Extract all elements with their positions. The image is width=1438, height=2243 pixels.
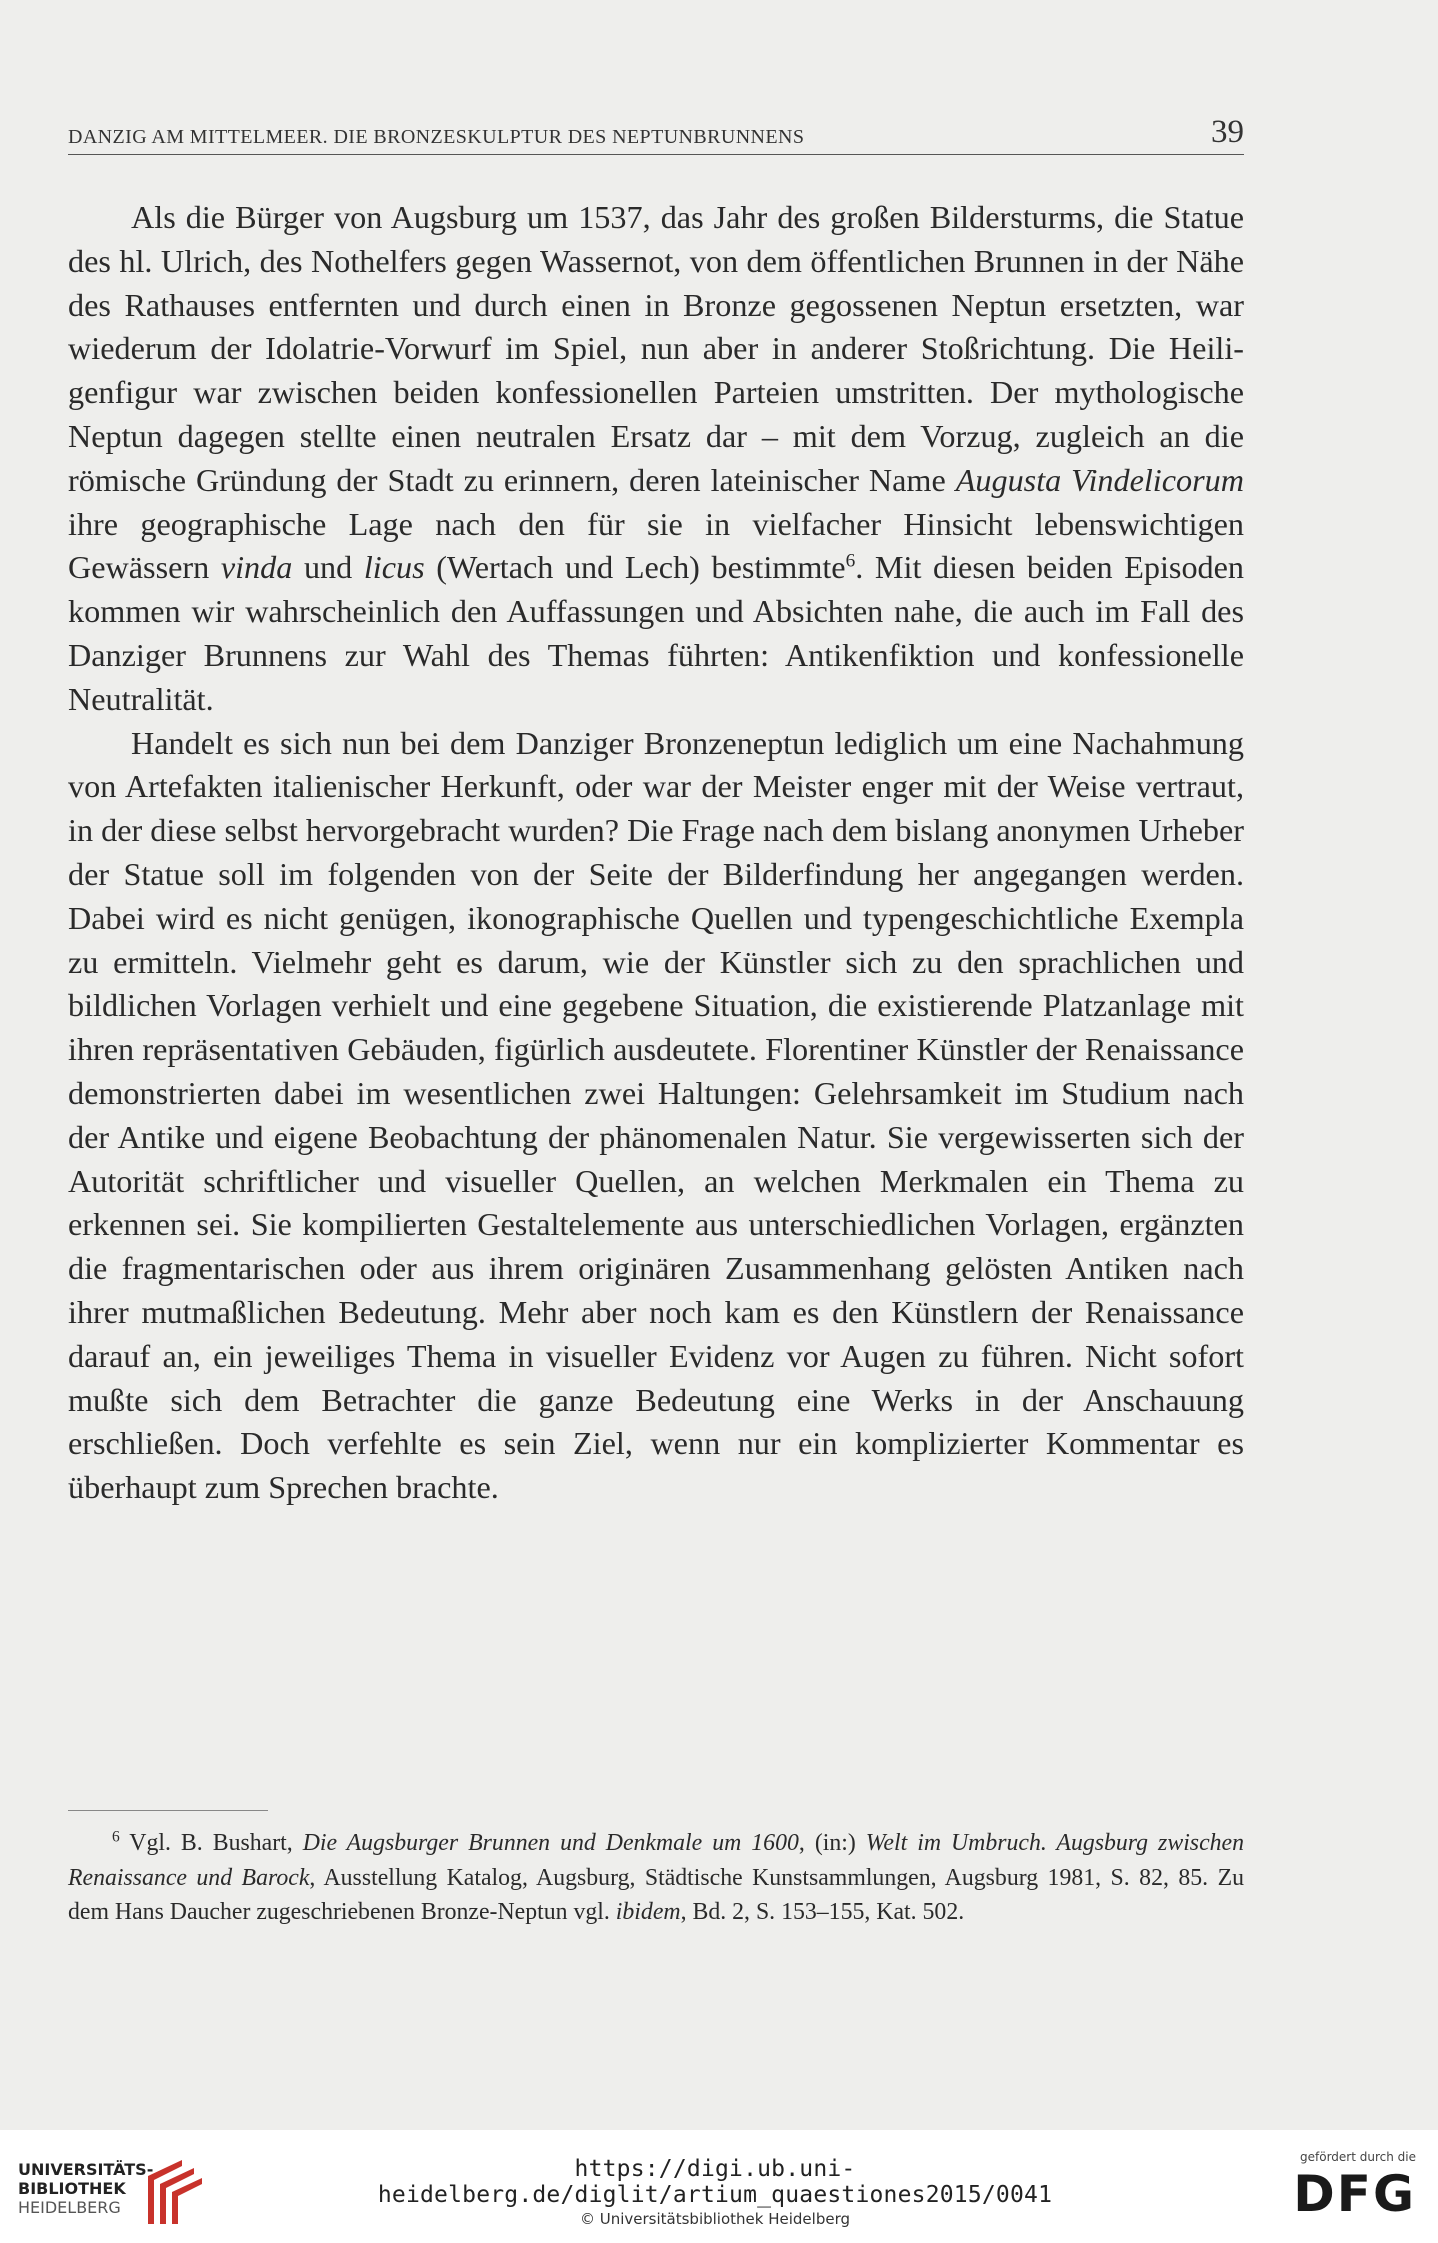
library-name-line: BIBLIOTHEK [18,2179,126,2198]
text-run: ihre geographische Lage nach den für sie in vielfacher Hinsicht lebenswichtigen Gewässern [68,505,1244,586]
running-header [68,114,1244,155]
italic-run: Welt im Umbruch. Augsburg zwischen Renaissance und Barock [68,1830,1244,1891]
text-run: , Ausstellung Katalog, Augsburg, Städtische Kunstsammlungen, Augsburg 1981, S. 82, 85. Zu dem Hans Daucher zugeschriebenen Bronze-Neptun vgl. [68,1864,1245,1926]
text-run: . Mit diesen beiden Episoden kommen wir wahrscheinlich den Auffassungen und Absichten nahe, die auch im Fall des Danziger Brunnens zur Wahl des Themas führten: Antikenfiktion und konfessionelle Neutralität. [68,549,1245,717]
footnote-reference[interactable]: 6 [845,550,856,572]
source-url-link[interactable]: https://digi.ub.uni-heidelberg.de/diglit/artium_quaestiones2015/0041 [377,2156,1053,2208]
italic-run: Augusta Vindelicorum [955,461,1244,498]
text-run: (Wertach und Lech) bestimmte [424,549,846,586]
italic-run: Die Augsburger Brunnen und Denkmale um 1600 [302,1830,799,1856]
library-emblem-icon [142,2154,206,2228]
digitization-footer [0,2130,1438,2243]
text-run: Als die Bürger von Augsburg um 1537, das Jahr des großen Bildersturms, die Statue des hl. Ulrich, des Nothelfers gegen Wassernot, von dem öffentlichen Brunnen in der Nähe des Rathauses entfernten und durch einen in Bronze gegossenen Neptun ersetzten, war wiederum der Idolatrie-Vorwurf im Spiel, nun aber in anderer Stoßrichtung. Die Heiligenfigur war zwischen beiden konfessionellen Parteien umstritten. Der mythologische Neptun dagegen stellte einen neutralen Ersatz dar – mit dem Vorzug, zugleich an die römische Gründung der Stadt zu erinnern, deren lateinischer Name [68,199,1244,498]
italic-run: licus [363,549,425,586]
dfg-funding-badge[interactable] [1286,2150,1416,2230]
library-name-line: HEIDELBERG [18,2198,121,2217]
text-run: , (in:) [798,1830,866,1856]
running-title: DANZIG AM MITTELMEER. DIE BRONZESKULPTUR DES NEPTUNBRUNNENS [68,126,805,148]
text-run: und [292,549,364,586]
library-name-line: UNIVERSITÄTS- [18,2160,154,2179]
funded-by-label: gefördert durch die [1300,2150,1416,2164]
library-name [18,2160,153,2217]
paragraph-2: Handelt es sich nun bei dem Danziger Bronzeneptun lediglich um eine Nachahmung von Artefakten italienischer Herkunft, oder war der Meister enger mit der Weise vertraut, in der diese selbst hervorgebracht wurden? Die Frage nach dem bislang anonymen Urheber der Statue soll im folgenden von der Seite der Bilderfindung her angegangen werden. Dabei wird es nicht genügen, ikonographische Quellen und typengeschichtliche Exempla zu ermitteln. Vielmehr geht es darum, wie der Künstler sich zu den sprachlichen und bildlichen Vorlagen verhielt und eine gegebene Situation, die existierende Platzanlage mit ihren repräsentativen Gebäuden, figürlich ausdeutete. Florentiner Künstler der Renaissance demonstrierten dabei im wesentlichen zwei Haltungen: Gelehrsamkeit im Studium nach der Antike und eigene Beobachtung der phänomenalen Natur. Sie vergewisserten sich der Autorität schriftlicher und visueller Quellen, an welchen Merkmalen ein Thema zu erkennen sei. Sie kompilierten Gestaltelemente aus unterschiedlichen Vorlagen, ergänzten die fragmentarischen oder aus ihrem originären Zusammenhang gelösten Antiken nach ihrer mutmaßlichen Bedeutung. Mehr aber noch kam es den Künstlern der Renaissance darauf an, ein jeweiliges Thema in visueller Evidenz vor Augen zu führen. Nicht sofort mußte sich dem Betrachter die ganze Bedeutung eine Werks in der Anschauung erschließen. Doch verfehlte es sein Ziel, wenn nur ein komplizierter Kommentar es überhaupt zum Sprechen brachte. [68,724,1244,1506]
copyright-notice: © Universitätsbibliothek Heidelberg [579,2210,850,2228]
library-logo[interactable] [18,2160,218,2230]
footnotes [68,1826,1244,1930]
page-number: 39 [1211,114,1244,150]
dfg-logo: DFG [1293,2165,1416,2223]
italic-run: ibidem [615,1899,681,1926]
text-run: , Bd. 2, S. 153–155, Kat. 502. [680,1899,965,1926]
paragraph-1 [68,196,1244,722]
footnote-6 [68,1826,1244,1930]
text-run: Vgl. B. Bushart, [119,1830,303,1856]
footnote-number: 6 [112,1828,120,1846]
body-text [68,196,1244,1510]
italic-run: vinda [220,549,293,586]
footnote-rule [68,1810,268,1811]
